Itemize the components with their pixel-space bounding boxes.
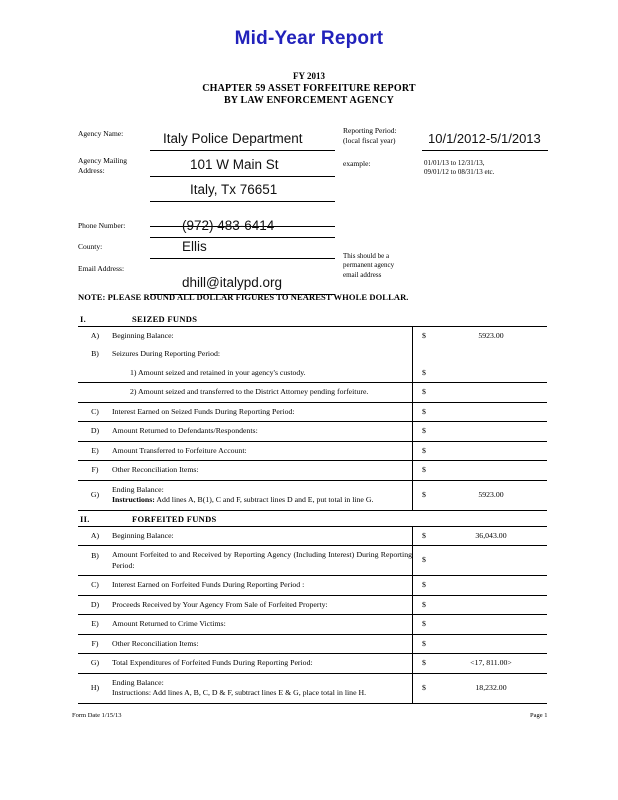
example-note-line-1: 01/01/13 to 12/31/13, <box>424 158 485 167</box>
row-letter: B) <box>91 349 99 358</box>
section-title-2: FORFEITED FUNDS <box>132 513 217 524</box>
dollar-symbol: $ <box>413 461 436 481</box>
row-letter: H) <box>78 673 112 703</box>
row-description: Beginning Balance: <box>112 526 413 546</box>
row-amount[interactable]: 5923.00 <box>435 326 547 345</box>
row-letter: C) <box>78 576 112 596</box>
fiscal-year-line: FY 2013 <box>293 71 325 81</box>
email-permanent-note <box>343 252 394 281</box>
report-title-line-2: BY LAW ENFORCEMENT AGENCY <box>223 95 395 106</box>
row-description-text: 2) Amount seized and transferred to the District Attorney pending forfeiture. <box>130 387 369 396</box>
footer-page-number: Page 1 <box>530 712 548 719</box>
dollar-symbol: $ <box>413 595 436 615</box>
dollar-symbol: $ <box>413 326 436 345</box>
row-description: Interest Earned on Forfeited Funds During Reporting Period : <box>112 576 413 596</box>
row-amount[interactable] <box>435 402 547 422</box>
reporting-period-rule <box>422 150 548 151</box>
address-line-1-rule <box>150 176 335 177</box>
table-row <box>78 546 547 576</box>
agency-info-block <box>0 122 618 292</box>
address-line-2-value[interactable]: Italy, Tx 76651 <box>190 181 278 197</box>
row-letter: A) <box>78 326 112 345</box>
row-instructions-label: Instructions: <box>112 495 155 504</box>
dollar-symbol: $ <box>413 480 436 510</box>
reporting-period-label-line-2: (local fiscal year) <box>343 135 396 145</box>
row-amount[interactable] <box>435 615 547 635</box>
dollar-symbol: $ <box>413 441 436 461</box>
row-amount[interactable] <box>435 441 547 461</box>
row-letter: F) <box>78 634 112 654</box>
row-letter: A) <box>78 526 112 546</box>
dollar-symbol: $ <box>413 364 436 383</box>
row-description: Amount Transferred to Forfeiture Account: <box>112 441 413 461</box>
row-description-text: Ending Balance: <box>112 484 164 494</box>
agency-name-label: Agency Name: <box>78 128 124 138</box>
table-row <box>78 461 547 481</box>
section-roman-numeral-1: I. <box>80 313 87 324</box>
county-label: County: <box>78 241 103 251</box>
row-description: Total Expenditures of Forfeited Funds During Reporting Period: <box>112 654 413 674</box>
agency-name-value[interactable]: Italy Police Department <box>163 130 303 146</box>
row-description-text: 1) Amount seized and retained in your agency's custody. <box>130 367 306 377</box>
row-description <box>112 364 413 383</box>
row-amount[interactable] <box>435 422 547 442</box>
dollar-symbol: $ <box>413 576 436 596</box>
table-row <box>78 402 547 422</box>
section-roman-numeral-2: II. <box>80 513 90 524</box>
row-description: Amount Returned to Crime Victims: <box>112 615 413 635</box>
page-title: Mid-Year Report <box>234 28 384 49</box>
address-line-1-value[interactable]: 101 W Main St <box>190 156 279 172</box>
dollar-symbol: $ <box>413 634 436 654</box>
row-letter <box>78 364 112 383</box>
row-amount[interactable] <box>435 546 547 576</box>
address-line-2-rule <box>150 201 335 202</box>
dollar-symbol: $ <box>413 526 436 546</box>
row-description <box>112 480 413 510</box>
row-letter: F) <box>78 461 112 481</box>
seized-funds-table <box>78 326 547 511</box>
row-amount[interactable] <box>435 364 547 383</box>
row-description <box>112 383 413 403</box>
table-row <box>78 383 547 403</box>
example-label: example: <box>343 158 371 168</box>
table-row <box>78 595 547 615</box>
row-amount[interactable] <box>435 383 547 403</box>
row-letter: B) <box>78 546 112 576</box>
example-note-line-2: 09/01/12 to 08/31/13 etc. <box>424 168 495 176</box>
section-title-1: SEIZED FUNDS <box>132 313 198 324</box>
table-row <box>78 480 547 510</box>
mailing-address-label-line-1: Agency Mailing <box>78 155 127 165</box>
row-letter: C) <box>78 402 112 422</box>
section-heading-forfeited-funds <box>78 514 618 526</box>
example-note <box>424 159 494 178</box>
row-description: Seizures During Reporting Period: <box>112 349 221 358</box>
dollar-symbol: $ <box>413 615 436 635</box>
table-row <box>78 422 547 442</box>
row-letter: E) <box>78 441 112 461</box>
table-row <box>78 654 547 674</box>
section-heading-seized-funds <box>78 314 618 326</box>
row-amount[interactable] <box>435 345 547 364</box>
row-description: Amount Returned to Defendants/Respondents: <box>112 422 413 442</box>
table-row <box>78 345 547 364</box>
table-row <box>78 576 547 596</box>
row-instructions-text: Add lines A, B, C, D & F, subtract lines E & G, place total in line H. <box>150 688 367 697</box>
footer-form-date: Form Date 1/15/13 <box>72 712 122 719</box>
row-description: Other Reconciliation Items: <box>112 461 413 481</box>
reporting-period-value[interactable]: 10/1/2012-5/1/2013 <box>428 130 541 146</box>
table-row <box>78 615 547 635</box>
report-title-line-1: CHAPTER 59 ASSET FORFEITURE REPORT <box>202 82 416 94</box>
phone-number-rule <box>150 237 335 238</box>
row-letter: D) <box>78 422 112 442</box>
row-letter: G) <box>78 654 112 674</box>
reporting-period-label-line-1: Reporting Period: <box>343 125 397 135</box>
table-row <box>78 526 547 546</box>
row-instructions-text: Add lines A, B(1), C and F, subtract lines D and E, put total in line G. <box>154 495 374 504</box>
row-description <box>112 673 413 703</box>
row-amount[interactable] <box>435 461 547 481</box>
row-amount[interactable]: 5923.00 <box>435 480 547 510</box>
row-letter: E) <box>78 615 112 635</box>
row-amount[interactable] <box>435 595 547 615</box>
email-note-line-3: email address <box>343 270 382 279</box>
row-description: Amount Forfeited to and Received by Reporting Agency (Including Interest) During Reporting Period: <box>112 546 413 576</box>
dollar-symbol: $ <box>413 546 436 576</box>
row-description: Other Reconciliation Items: <box>112 634 413 654</box>
phone-number-label: Phone Number: <box>78 220 126 230</box>
mailing-address-label-line-2: Address: <box>78 165 105 175</box>
agency-name-rule <box>150 150 335 151</box>
row-description-text: Ending Balance: <box>112 677 164 687</box>
table-row <box>78 326 547 345</box>
county-value[interactable]: Ellis <box>182 238 207 254</box>
table-row <box>78 673 547 703</box>
email-address-value[interactable]: dhill@italypd.org <box>182 274 283 290</box>
phone-number-value[interactable]: (972) 483-6414 <box>182 217 275 233</box>
document-subheading <box>0 70 618 108</box>
table-row <box>78 634 547 654</box>
row-amount[interactable] <box>435 576 547 596</box>
row-amount[interactable] <box>435 634 547 654</box>
row-letter <box>78 383 112 403</box>
email-note-line-1: This should be a <box>343 251 390 260</box>
dollar-symbol: $ <box>413 402 436 422</box>
dollar-symbol: $ <box>413 422 436 442</box>
row-description: Proceeds Received by Your Agency From Sale of Forfeited Property: <box>112 595 413 615</box>
dollar-symbol: $ <box>413 673 436 703</box>
row-amount[interactable]: 18,232.00 <box>435 673 547 703</box>
dollar-symbol <box>413 345 436 364</box>
row-instructions-label: Instructions: <box>112 688 151 697</box>
row-amount[interactable]: 36,043.00 <box>435 526 547 546</box>
forfeited-funds-table <box>78 526 547 704</box>
email-note-line-2: permanent agency <box>343 261 395 269</box>
dollar-symbol: $ <box>413 383 436 403</box>
dollar-symbol: $ <box>413 654 436 674</box>
row-letter: D) <box>78 595 112 615</box>
row-description: Beginning Balance: <box>112 326 413 345</box>
row-amount[interactable]: <17, 811.00> <box>435 654 547 674</box>
row-letter: G) <box>78 480 112 510</box>
email-address-label: Email Address: <box>78 263 125 273</box>
table-row <box>78 441 547 461</box>
rounding-note: NOTE: PLEASE ROUND ALL DOLLAR FIGURES TO NEAREST WHOLE DOLLAR. <box>78 292 409 302</box>
row-description: Interest Earned on Seized Funds During Reporting Period: <box>112 402 413 422</box>
table-row <box>78 364 547 383</box>
county-rule <box>150 258 335 259</box>
